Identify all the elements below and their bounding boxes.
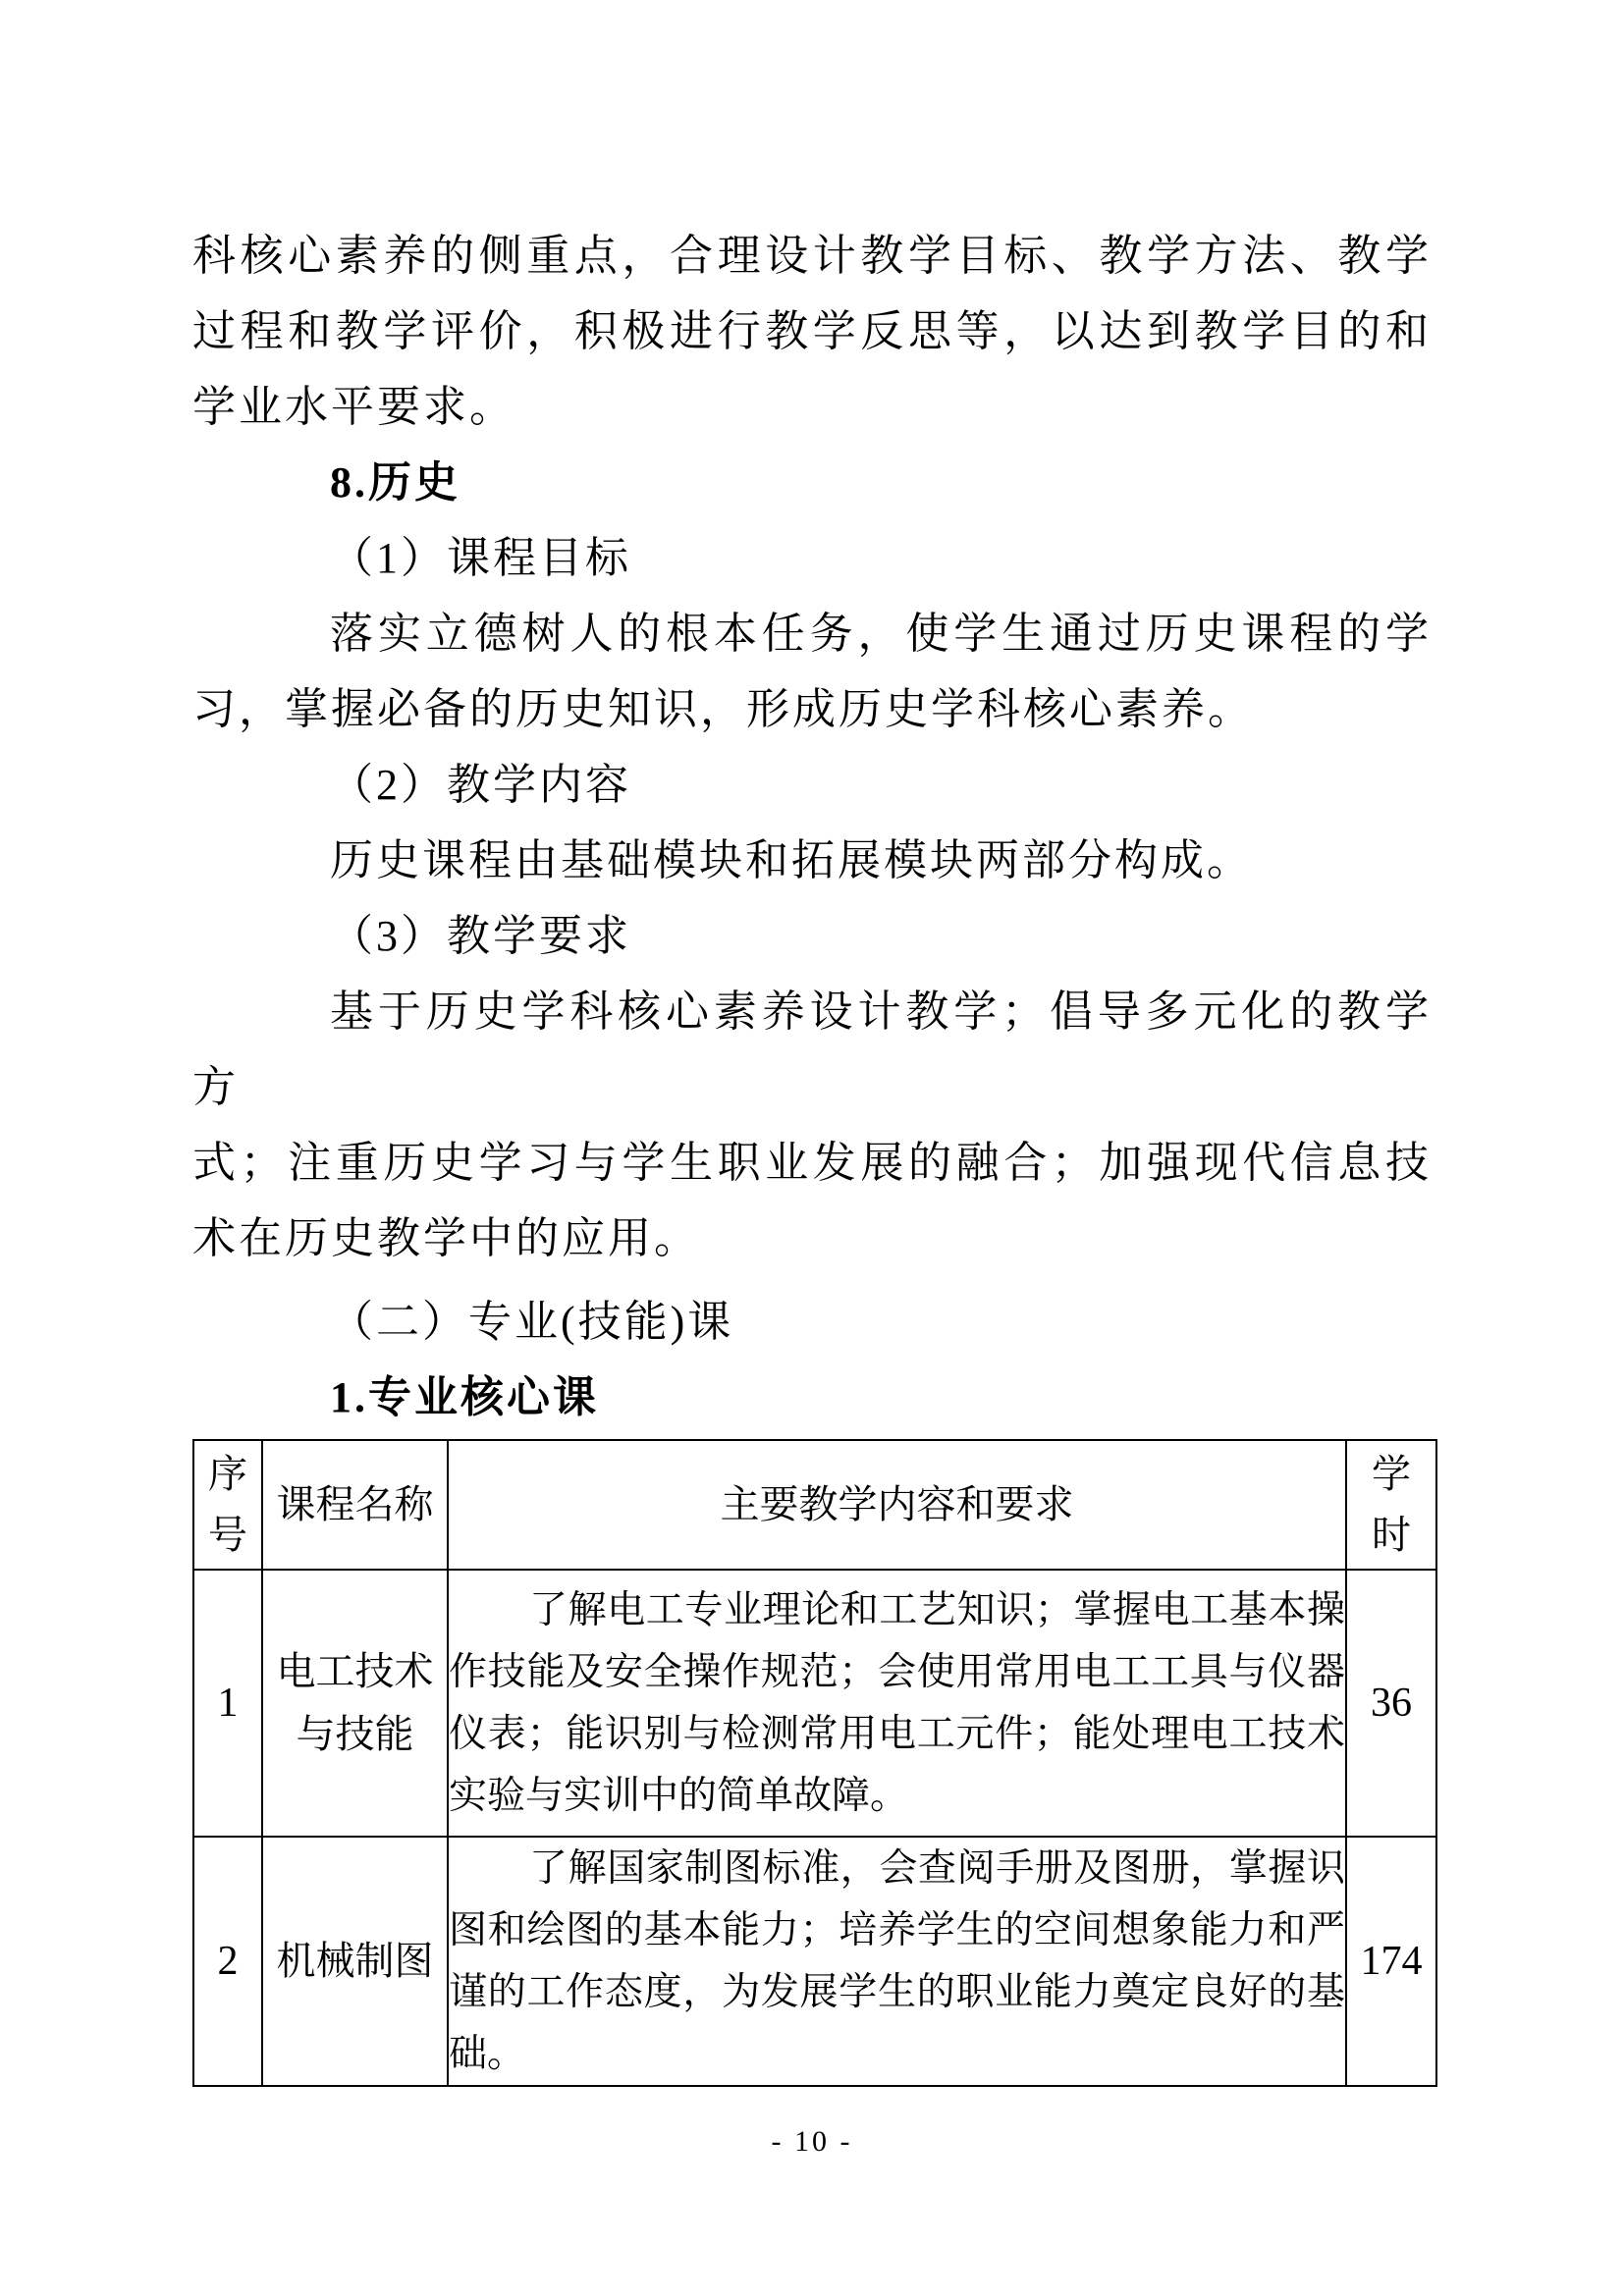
text-line: （2）教学内容 [330,761,631,809]
text-line: （3）教学要求 [330,912,631,960]
course-hours: 174 [1346,1837,1436,2086]
text-line: 1.专业核心课 [330,1373,599,1421]
text-line: 习，掌握必备的历史知识，形成历史学科核心素养。 [192,685,1254,733]
text-line: 了解电工专业理论和工艺知识；掌握电工基本操 [529,1589,1345,1631]
course-row [193,1837,1436,2086]
text-line: 仪表；能识别与检测常用电工元件；能处理电工技术 [449,1713,1345,1755]
column-header-main-content: 主要教学内容和要求 [448,1440,1346,1570]
course-name: 电工技术与技能 [262,1570,448,1837]
text-line: 历史课程由基础模块和拓展模块两部分构成。 [330,836,1253,884]
text-line: （1）课程目标 [330,534,631,582]
paragraph-continuation-core-literacy [192,218,1432,445]
document-body [192,218,1435,2087]
paragraph-course-goal [192,596,1432,747]
column-header-no [193,1440,262,1570]
text-line: 实验与实训中的简单故障。 [449,1775,909,1817]
course-content [448,1570,1346,1837]
table-body [193,1570,1436,2086]
text-line: 术在历史教学中的应用。 [192,1214,700,1262]
page-number: - 10 - [771,2125,853,2158]
text-line: 础。 [449,2033,526,2075]
course-no: 2 [193,1837,262,2086]
column-header-course-name: 课程名称 [262,1440,448,1570]
column-header-hours [1346,1440,1436,1570]
text-line: 科核心素养的侧重点，合理设计教学目标、教学方法、教学 [192,232,1432,280]
text-line: 图和绘图的基本能力；培养学生的空间想象能力和严 [449,1909,1345,1951]
course-name: 机械制图 [262,1837,448,2086]
column-header-hours-label: 学时 [1372,1452,1411,1557]
text-line: 谨的工作态度，为发展学生的职业能力奠定良好的基 [449,1971,1345,2013]
text-line: 学业水平要求。 [192,383,515,431]
text-line: 8.历史 [330,458,460,507]
text-line: 作技能及安全操作规范；会使用常用电工工具与仪器 [449,1651,1345,1693]
core-course-table [192,1439,1437,2087]
course-row [193,1570,1436,1837]
text-line: 式；注重历史学习与学生职业发展的融合；加强现代信息技 [192,1139,1432,1187]
subheading-teaching-content [192,747,1432,823]
course-content [448,1837,1346,2086]
section-heading-history [192,445,1432,520]
text-line: 基于历史学科核心素养设计教学；倡导多元化的教学方 [192,988,1432,1111]
subheading-teaching-requirement [192,898,1432,974]
text-line: 落实立德树人的根本任务，使学生通过历史课程的学 [330,610,1432,658]
subheading-course-goal [192,520,1432,596]
section-heading-professional-skill-course [192,1284,1432,1360]
table-header-row [193,1440,1436,1570]
text-line: （二）专业(技能)课 [330,1298,734,1346]
text-line: 了解国家制图标准，会查阅手册及图册，掌握识 [529,1847,1345,1890]
text-line: 过程和教学评价，积极进行教学反思等，以达到教学目的和 [192,307,1432,355]
column-header-no-label: 序号 [208,1452,247,1557]
course-no: 1 [193,1570,262,1837]
paragraph-teaching-content [192,823,1432,898]
paragraph-teaching-requirement [192,974,1432,1276]
course-hours: 36 [1346,1570,1436,1837]
section-heading-core-course [192,1360,1432,1435]
